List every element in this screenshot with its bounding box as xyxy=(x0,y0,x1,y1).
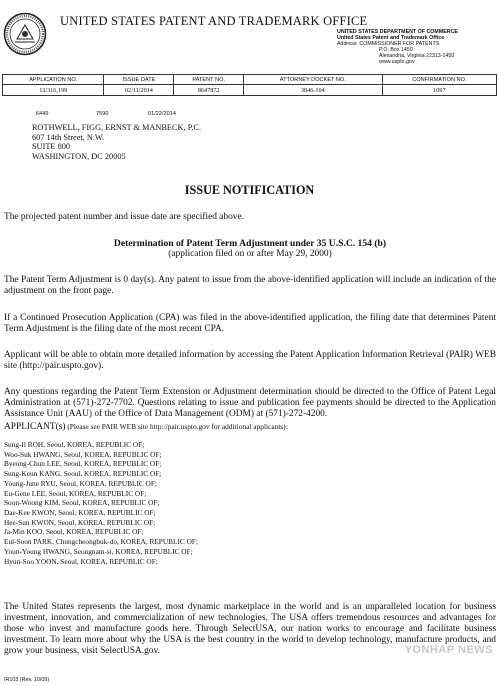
column-value: 8647872 xyxy=(174,85,244,96)
list-item: Soon-Woong KIM, Seoul, KOREA, REPUBLIC OF; xyxy=(4,498,160,508)
form-number: IR103 (Rev. 10/09) xyxy=(4,677,50,683)
pta-subtitle: (application filed on or after May 29, 2000) xyxy=(168,249,332,259)
applicants-label: APPLICANT(s) xyxy=(4,422,66,432)
column-value: 13/316,199 xyxy=(3,85,104,96)
address-line: WASHINGTON, DC 20005 xyxy=(32,151,126,161)
column-header: ISSUE DATE xyxy=(104,75,174,85)
dept-line: P.O. Box 1450 xyxy=(379,47,413,54)
patent-info-table xyxy=(2,74,497,96)
list-item: Youn-Young HWANG, Seongnam-si, KOREA, REPUBLIC OF; xyxy=(4,546,193,556)
column-value: 1097 xyxy=(382,85,496,96)
projected-patent-text: The projected patent number and issue date are specified above. xyxy=(4,212,245,222)
address-line: SUITE 800 xyxy=(32,142,71,152)
questions-paragraph: Any questions regarding the Patent Term Extension or Adjustment determination should be directed to the Office of Patent Legal Administration at (571)-272-7702. Questions relating to issue and publication fee payments should be directed to the Application Assistance Unit (AAU) of the Office of Data Management (ODM) at (571)-272-4200. xyxy=(4,387,496,419)
column-header: APPLICATION NO. xyxy=(3,75,104,85)
dept-line: Address: COMMISSIONER FOR PATENTS xyxy=(337,41,440,48)
list-item: Dae-Kee KWON, Seoul, KOREA, REPUBLIC OF; xyxy=(4,508,156,518)
list-item: Woo-Suk HWANG, Seoul, KOREA, REPUBLIC OF; xyxy=(4,449,162,459)
dept-line: UNITED STATES DEPARTMENT OF COMMERCE xyxy=(337,29,458,35)
list-item: Eu-Gene LEE, Seoul, KOREA, REPUBLIC OF; xyxy=(4,488,147,498)
column-value: 3846-104 xyxy=(243,85,382,96)
column-header: ATTORNEY DOCKET NO. xyxy=(243,75,382,85)
column-value: 02/11/2014 xyxy=(104,85,174,96)
office-title: UNITED STATES PATENT AND TRADEMARK OFFICE xyxy=(60,14,368,28)
dept-line: United States Patent and Trademark Office xyxy=(337,35,445,42)
pta-paragraph: The Patent Term Adjustment is 0 day(s). Any patent to issue from the above-identified application will include an indication of the adjustment on the front page. xyxy=(4,275,496,296)
list-item: Sung-Keun KANG, Seoul, KOREA, REPUBLIC OF; xyxy=(4,469,162,479)
column-header: PATENT NO. xyxy=(174,75,244,85)
cpa-paragraph: If a Continued Prosecution Application (CPA) was filed in the above-identified application, the filing date that determines Patent Term Adjustment is the filing date of the most recent CPA. xyxy=(4,313,496,334)
list-item: Hyun-Soo YOON, Seoul, KOREA, REPUBLIC OF; xyxy=(4,556,158,566)
selectusa-paragraph: The United States represents the largest, most dynamic marketplace in the world and is an unparalleled location for business investment, innovation, and commercialization of new technologies. The USA offers tremendous resources and advantages for those who invest and manufacture goods here. Through SelectUSA, our nation works to encourage and facilitate business investment. To learn more about why the USA is the best country in the world to develop technology, manufacture products, and grow your business, visit SelectUSA.gov. xyxy=(4,602,496,656)
dept-line: www.uspto.gov xyxy=(379,59,415,66)
list-item: Byeong-Chun LEE, Seoul, KOREA, REPUBLIC OF; xyxy=(4,459,162,469)
address-line: ROTHWELL, FIGG, ERNST & MANBECK, P.C. xyxy=(32,123,202,132)
uspto-seal-icon xyxy=(3,12,47,56)
list-item: Eul-Soon PARK, Chungcheongbuk-do, KOREA, REPUBLIC OF; xyxy=(4,537,198,547)
department-address-block xyxy=(337,29,497,66)
applicants-list xyxy=(4,440,198,566)
mail-code-2: 7590 xyxy=(96,111,109,117)
mail-code-1: 6449 xyxy=(36,111,49,117)
pair-paragraph: Applicant will be able to obtain more detailed information by accessing the Patent Application Information Retrieval (PAIR) WEB site (http://pair.uspto.gov). xyxy=(4,350,496,371)
page-title: ISSUE NOTIFICATION xyxy=(184,183,315,197)
list-item: Young-June RYU, Seoul, KOREA, REPUBLIC OF; xyxy=(4,478,157,488)
pta-title: Determination of Patent Term Adjustment under 35 U.S.C. 154 (b) xyxy=(113,238,387,249)
watermark: YONHAP NEWS xyxy=(404,644,493,656)
dept-line: Alexandria, Virginia 22313-1450 xyxy=(379,53,455,60)
list-item: Sung-Il ROH, Seoul, KOREA, REPUBLIC OF; xyxy=(4,440,145,449)
address-line: 607 14th Street, N.W. xyxy=(32,132,105,142)
attorney-address xyxy=(32,123,201,161)
list-item: Ja-Min KOO, Seoul, KOREA, REPUBLIC OF; xyxy=(4,527,144,537)
applicants-note: (Please see PAIR WEB site http://pair.uspto.gov for additional applicants): xyxy=(65,422,288,431)
mail-date: 01/22/2014 xyxy=(148,111,176,117)
applicants-heading xyxy=(4,422,288,432)
column-header: CONFIRMATION NO. xyxy=(382,75,496,85)
list-item: Hee-Sun KWON, Seoul, KOREA, REPUBLIC OF; xyxy=(4,517,156,527)
